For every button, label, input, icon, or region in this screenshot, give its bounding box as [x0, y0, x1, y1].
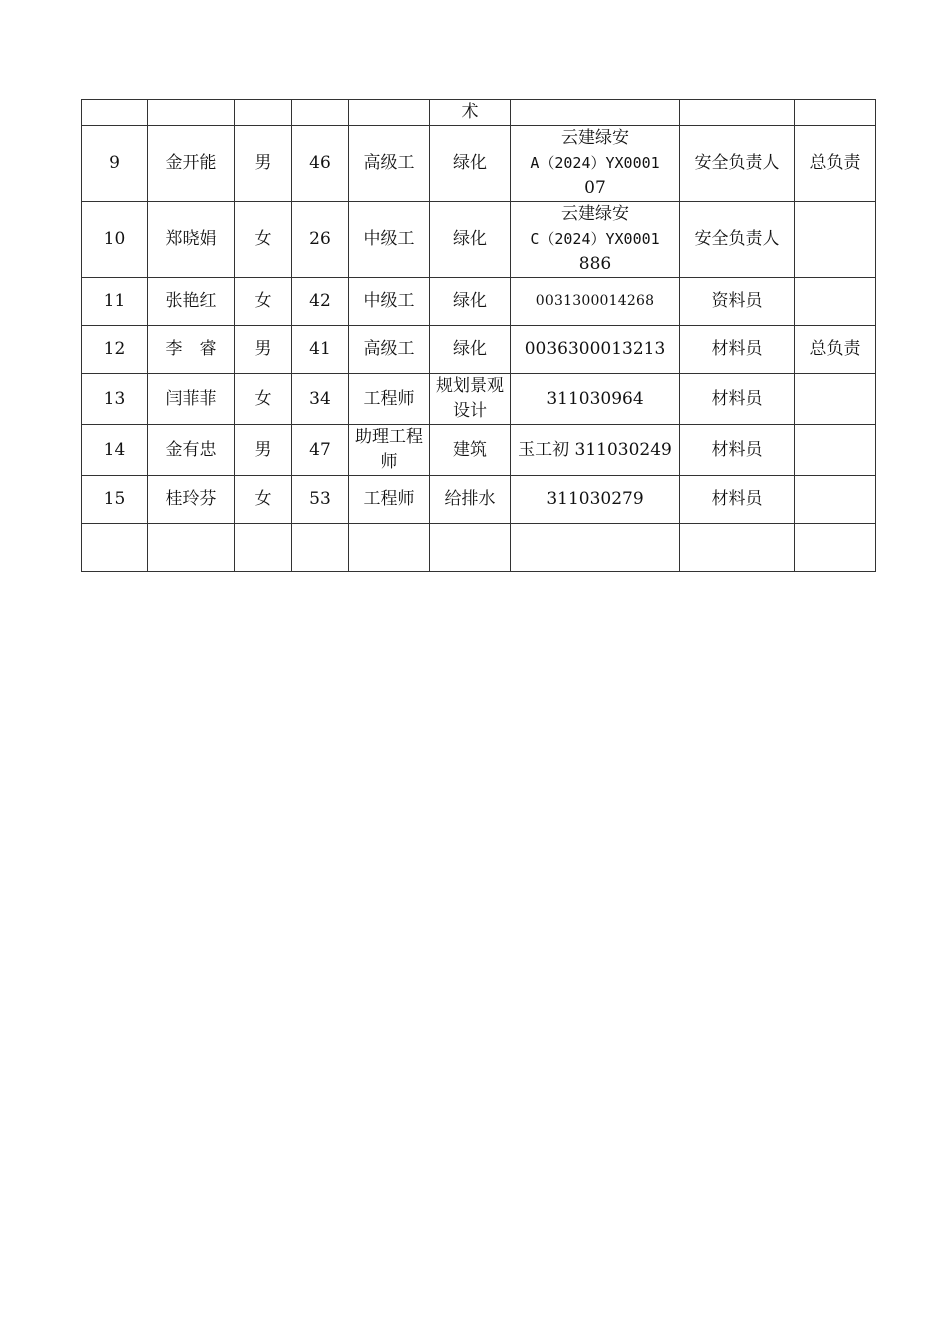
cell-age: [292, 100, 349, 126]
cell-no: [82, 100, 148, 126]
cell-name: 桂玲芬: [148, 476, 235, 524]
cert-line: 07: [584, 178, 606, 198]
cell-note: [795, 278, 876, 326]
table-row: [82, 278, 876, 326]
staff-table: [81, 99, 876, 572]
cell-age: 34: [292, 374, 349, 425]
cell-no: 15: [82, 476, 148, 524]
cell-title: 助理工程师: [349, 425, 430, 476]
cell-no: 14: [82, 425, 148, 476]
cell-note: [795, 374, 876, 425]
cell-specialty: 绿化: [430, 202, 511, 278]
cell-gender: 男: [235, 326, 292, 374]
cert-line: A（2024）YX0001: [530, 154, 660, 172]
cell-role: 安全负责人: [680, 202, 795, 278]
cell-name: 郑晓娟: [148, 202, 235, 278]
cell-specialty: 绿化: [430, 278, 511, 326]
cell-title: 高级工: [349, 126, 430, 202]
cell-specialty: 术: [430, 100, 511, 126]
cell-gender: [235, 100, 292, 126]
cell-note: [795, 425, 876, 476]
table-row-empty: [82, 524, 876, 572]
cell-age: 47: [292, 425, 349, 476]
cert-line: C（2024）YX0001: [530, 230, 660, 248]
cell-role: 材料员: [680, 476, 795, 524]
cell-role: 材料员: [680, 425, 795, 476]
cell-no: 12: [82, 326, 148, 374]
cell-gender: 男: [235, 425, 292, 476]
cell-age: 53: [292, 476, 349, 524]
cell-cert: 311030279: [511, 476, 680, 524]
cell-role: 安全负责人: [680, 126, 795, 202]
cell-name: 金有忠: [148, 425, 235, 476]
cell-age: 42: [292, 278, 349, 326]
cell-name: 李 睿: [148, 326, 235, 374]
cert-line: 云建绿安: [561, 204, 629, 224]
cell-specialty: 建筑: [430, 425, 511, 476]
cell-cert: 0036300013213: [511, 326, 680, 374]
cell-cert: [511, 126, 680, 202]
cell-note: 总负责: [795, 326, 876, 374]
cell-specialty: 绿化: [430, 326, 511, 374]
cell-age: 46: [292, 126, 349, 202]
cell-note: 总负责: [795, 126, 876, 202]
cell-gender: 女: [235, 202, 292, 278]
cell-title: 工程师: [349, 476, 430, 524]
cell-gender: 男: [235, 126, 292, 202]
cell-title: 中级工: [349, 202, 430, 278]
table-row: [82, 202, 876, 278]
cell-cert: 0031300014268: [511, 278, 680, 326]
cell-no: 11: [82, 278, 148, 326]
cell-role: 材料员: [680, 374, 795, 425]
cell-note: [795, 524, 876, 572]
cell-title: [349, 524, 430, 572]
table-row: [82, 126, 876, 202]
table-row: [82, 425, 876, 476]
cell-age: 26: [292, 202, 349, 278]
cell-note: [795, 476, 876, 524]
cell-role: 资料员: [680, 278, 795, 326]
cell-note: [795, 202, 876, 278]
cert-line: 云建绿安: [561, 128, 629, 148]
table-row-continuation: [82, 100, 876, 126]
cell-name: 闫菲菲: [148, 374, 235, 425]
cell-gender: [235, 524, 292, 572]
cell-role: [680, 524, 795, 572]
cell-specialty: [430, 524, 511, 572]
cell-age: 41: [292, 326, 349, 374]
cell-specialty: 规划景观设计: [430, 374, 511, 425]
cell-gender: 女: [235, 278, 292, 326]
cell-no: 10: [82, 202, 148, 278]
table-row: [82, 326, 876, 374]
cell-name: 张艳红: [148, 278, 235, 326]
cell-no: 13: [82, 374, 148, 425]
cell-name: [148, 100, 235, 126]
cell-name: 金开能: [148, 126, 235, 202]
cert-line: 886: [578, 254, 612, 274]
cell-title: 高级工: [349, 326, 430, 374]
cell-gender: 女: [235, 476, 292, 524]
cell-cert: 玉工初 311030249: [511, 425, 680, 476]
cell-role: [680, 100, 795, 126]
cell-specialty: 给排水: [430, 476, 511, 524]
cell-cert: 311030964: [511, 374, 680, 425]
cell-note: [795, 100, 876, 126]
cell-cert: [511, 524, 680, 572]
cell-cert: [511, 100, 680, 126]
cell-no: [82, 524, 148, 572]
cell-role: 材料员: [680, 326, 795, 374]
table-row: [82, 374, 876, 425]
table-row: [82, 476, 876, 524]
cell-age: [292, 524, 349, 572]
cell-gender: 女: [235, 374, 292, 425]
cell-title: 工程师: [349, 374, 430, 425]
cell-title: 中级工: [349, 278, 430, 326]
cell-cert: [511, 202, 680, 278]
cell-specialty: 绿化: [430, 126, 511, 202]
cell-name: [148, 524, 235, 572]
cell-title: [349, 100, 430, 126]
cell-no: 9: [82, 126, 148, 202]
